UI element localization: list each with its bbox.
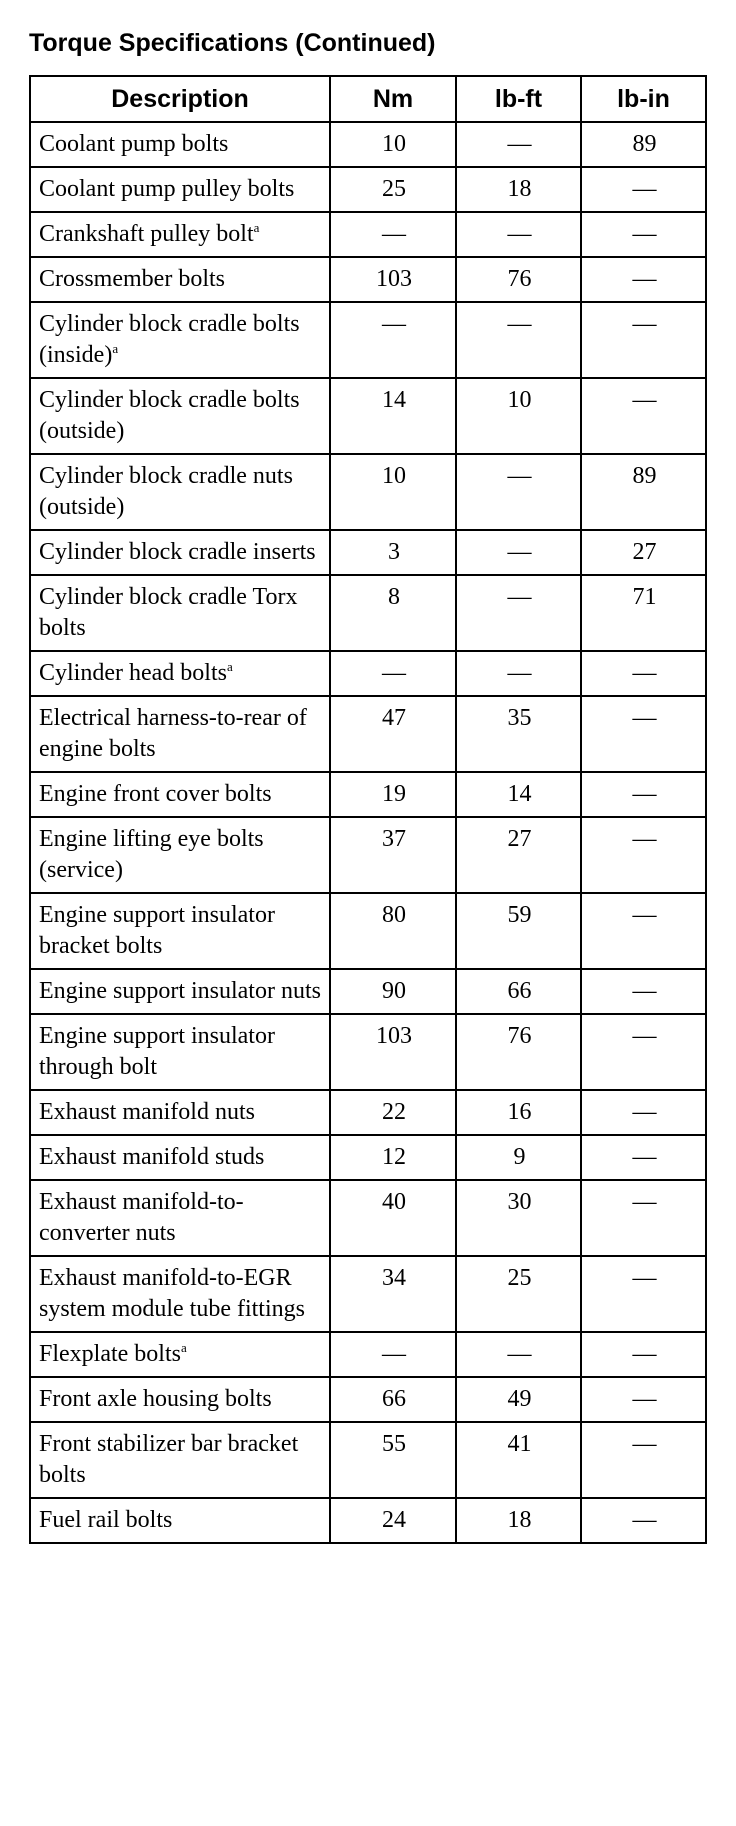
nm-value-cell: 14 — [330, 378, 456, 454]
nm-value-cell: 34 — [330, 1256, 456, 1332]
lb-ft-value-cell: 30 — [456, 1180, 581, 1256]
description-text: Exhaust manifold-to-EGR system module tube fittings — [39, 1265, 305, 1322]
description-cell — [30, 1135, 330, 1180]
description-cell — [30, 1422, 330, 1498]
table-row — [30, 651, 706, 696]
nm-value-cell: 10 — [330, 454, 456, 530]
description-cell — [30, 530, 330, 575]
table-row — [30, 817, 706, 893]
lb-in-value-cell: — — [581, 1332, 706, 1377]
nm-value-cell: — — [330, 302, 456, 378]
lb-in-value-cell: — — [581, 817, 706, 893]
table-row — [30, 1498, 706, 1543]
table-row — [30, 530, 706, 575]
description-cell — [30, 1377, 330, 1422]
lb-ft-value-cell: 35 — [456, 696, 581, 772]
table-row — [30, 969, 706, 1014]
description-cell — [30, 1090, 330, 1135]
description-cell — [30, 1180, 330, 1256]
column-header-lb-ft: lb-ft — [456, 76, 581, 122]
table-row — [30, 1014, 706, 1090]
nm-value-cell: — — [330, 1332, 456, 1377]
lb-in-value-cell: — — [581, 1256, 706, 1332]
description-text: Engine lifting eye bolts (service) — [39, 826, 264, 883]
description-text: Cylinder block cradle bolts (inside) — [39, 311, 300, 368]
description-cell — [30, 302, 330, 378]
column-header-description: Description — [30, 76, 330, 122]
table-body — [30, 122, 706, 1543]
lb-in-value-cell: — — [581, 1180, 706, 1256]
footnote-marker: a — [180, 1340, 187, 1355]
lb-ft-value-cell: 10 — [456, 378, 581, 454]
lb-ft-value-cell: 41 — [456, 1422, 581, 1498]
lb-ft-value-cell: — — [456, 530, 581, 575]
lb-ft-value-cell: — — [456, 302, 581, 378]
nm-value-cell: 40 — [330, 1180, 456, 1256]
description-text: Electrical harness-to-rear of engine bolts — [39, 705, 307, 762]
description-text: Engine support insulator nuts — [39, 978, 321, 1004]
lb-in-value-cell: — — [581, 1014, 706, 1090]
column-header-lb-in: lb-in — [581, 76, 706, 122]
lb-ft-value-cell: — — [456, 651, 581, 696]
page-title: Torque Specifications (Continued) — [29, 29, 436, 57]
table-row — [30, 257, 706, 302]
description-text: Exhaust manifold-to-converter nuts — [39, 1189, 244, 1246]
lb-ft-value-cell: 66 — [456, 969, 581, 1014]
table-row — [30, 122, 706, 167]
lb-ft-value-cell: 76 — [456, 1014, 581, 1090]
lb-ft-value-cell: 27 — [456, 817, 581, 893]
torque-spec-table — [29, 75, 707, 1544]
description-text: Cylinder block cradle bolts (outside) — [39, 387, 300, 444]
lb-in-value-cell: — — [581, 696, 706, 772]
column-header-nm: Nm — [330, 76, 456, 122]
nm-value-cell: 24 — [330, 1498, 456, 1543]
footnote-marker: a — [226, 659, 233, 674]
table-row — [30, 378, 706, 454]
lb-ft-value-cell: 76 — [456, 257, 581, 302]
lb-in-value-cell: — — [581, 893, 706, 969]
description-cell — [30, 122, 330, 167]
table-row — [30, 1180, 706, 1256]
footnote-marker: a — [112, 341, 119, 356]
description-cell — [30, 257, 330, 302]
lb-ft-value-cell: 14 — [456, 772, 581, 817]
lb-ft-value-cell: — — [456, 1332, 581, 1377]
lb-in-value-cell: — — [581, 212, 706, 257]
lb-in-value-cell: — — [581, 167, 706, 212]
description-text: Cylinder block cradle inserts — [39, 539, 316, 565]
lb-in-value-cell: — — [581, 1498, 706, 1543]
lb-in-value-cell: — — [581, 378, 706, 454]
lb-in-value-cell: — — [581, 1377, 706, 1422]
description-text: Cylinder block cradle Torx bolts — [39, 584, 298, 641]
nm-value-cell: 90 — [330, 969, 456, 1014]
table-row — [30, 167, 706, 212]
table-row — [30, 454, 706, 530]
description-cell — [30, 893, 330, 969]
lb-in-value-cell: — — [581, 257, 706, 302]
description-text: Flexplate bolts — [39, 1341, 181, 1367]
lb-ft-value-cell: 49 — [456, 1377, 581, 1422]
description-cell — [30, 454, 330, 530]
description-text: Engine front cover bolts — [39, 781, 272, 807]
lb-in-value-cell: — — [581, 1135, 706, 1180]
nm-value-cell: 12 — [330, 1135, 456, 1180]
description-text: Cylinder head bolts — [39, 660, 227, 686]
lb-ft-value-cell: 16 — [456, 1090, 581, 1135]
description-cell — [30, 167, 330, 212]
nm-value-cell: 80 — [330, 893, 456, 969]
nm-value-cell: 37 — [330, 817, 456, 893]
lb-in-value-cell: — — [581, 1422, 706, 1498]
nm-value-cell: 66 — [330, 1377, 456, 1422]
lb-in-value-cell: 89 — [581, 454, 706, 530]
lb-in-value-cell: — — [581, 302, 706, 378]
lb-in-value-cell: — — [581, 772, 706, 817]
table-row — [30, 772, 706, 817]
description-cell — [30, 969, 330, 1014]
description-cell — [30, 1332, 330, 1377]
description-text: Engine support insulator through bolt — [39, 1023, 275, 1080]
description-cell — [30, 817, 330, 893]
nm-value-cell: — — [330, 212, 456, 257]
description-text: Exhaust manifold studs — [39, 1144, 265, 1170]
table-row — [30, 1377, 706, 1422]
table-row — [30, 575, 706, 651]
description-cell — [30, 378, 330, 454]
nm-value-cell: 103 — [330, 257, 456, 302]
description-cell — [30, 1256, 330, 1332]
table-row — [30, 893, 706, 969]
nm-value-cell: 25 — [330, 167, 456, 212]
nm-value-cell: 19 — [330, 772, 456, 817]
nm-value-cell: 3 — [330, 530, 456, 575]
table-row — [30, 1332, 706, 1377]
description-text: Crankshaft pulley bolt — [39, 221, 254, 247]
lb-ft-value-cell: — — [456, 575, 581, 651]
table-row — [30, 696, 706, 772]
table-header-row — [30, 76, 706, 122]
description-cell — [30, 1498, 330, 1543]
table-row — [30, 302, 706, 378]
table-row — [30, 1422, 706, 1498]
description-text: Crossmember bolts — [39, 266, 225, 292]
description-cell — [30, 1014, 330, 1090]
lb-ft-value-cell: — — [456, 122, 581, 167]
footnote-marker: a — [253, 220, 260, 235]
nm-value-cell: 47 — [330, 696, 456, 772]
description-text: Fuel rail bolts — [39, 1507, 173, 1533]
table-row — [30, 1256, 706, 1332]
description-text: Front stabilizer bar bracket bolts — [39, 1431, 299, 1488]
lb-ft-value-cell: 25 — [456, 1256, 581, 1332]
table-row — [30, 212, 706, 257]
description-cell — [30, 212, 330, 257]
description-cell — [30, 772, 330, 817]
nm-value-cell: 103 — [330, 1014, 456, 1090]
description-cell — [30, 696, 330, 772]
lb-ft-value-cell: 18 — [456, 167, 581, 212]
lb-ft-value-cell: 59 — [456, 893, 581, 969]
lb-ft-value-cell: — — [456, 454, 581, 530]
description-cell — [30, 651, 330, 696]
lb-in-value-cell: — — [581, 1090, 706, 1135]
description-text: Exhaust manifold nuts — [39, 1099, 255, 1125]
nm-value-cell: 22 — [330, 1090, 456, 1135]
lb-in-value-cell: 89 — [581, 122, 706, 167]
lb-in-value-cell: — — [581, 969, 706, 1014]
description-text: Engine support insulator bracket bolts — [39, 902, 275, 959]
description-text: Front axle housing bolts — [39, 1386, 272, 1412]
description-text: Coolant pump bolts — [39, 131, 229, 157]
lb-ft-value-cell: 18 — [456, 1498, 581, 1543]
lb-in-value-cell: 27 — [581, 530, 706, 575]
nm-value-cell: 55 — [330, 1422, 456, 1498]
lb-ft-value-cell: 9 — [456, 1135, 581, 1180]
description-text: Cylinder block cradle nuts (outside) — [39, 463, 293, 520]
description-text: Coolant pump pulley bolts — [39, 176, 295, 202]
lb-ft-value-cell: — — [456, 212, 581, 257]
lb-in-value-cell: 71 — [581, 575, 706, 651]
nm-value-cell: 8 — [330, 575, 456, 651]
table-row — [30, 1090, 706, 1135]
description-cell — [30, 575, 330, 651]
lb-in-value-cell: — — [581, 651, 706, 696]
nm-value-cell: 10 — [330, 122, 456, 167]
table-row — [30, 1135, 706, 1180]
nm-value-cell: — — [330, 651, 456, 696]
